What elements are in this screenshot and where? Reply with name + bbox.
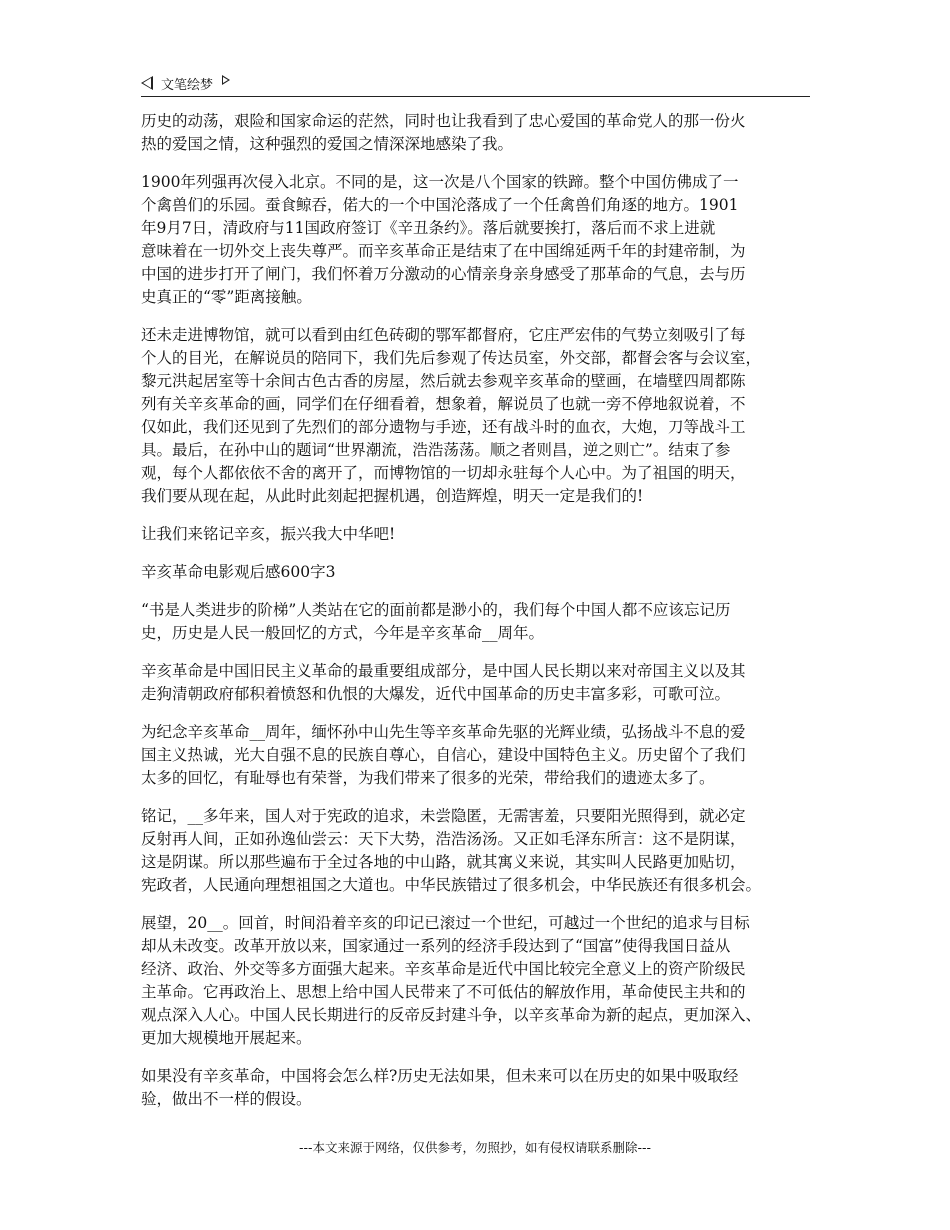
triangle-left-icon <box>141 76 153 90</box>
paragraph: 让我们来铭记辛亥，振兴我大中华吧! <box>141 525 396 543</box>
footer-notice: ---本文来源于网络，仅供参考，勿照抄，如有侵权请联系删除--- <box>298 1140 652 1155</box>
page-header <box>141 70 810 97</box>
section-title: 辛亥革命电影观后感600字3 <box>141 563 336 581</box>
paragraph: 1900年列强再次侵入北京。不同的是，这一次是八个国家的铁蹄。整个中国仿佛成了一 个禽兽们的乐园。蚕食鲸吞，偌大的一个中国沦落成了一个任禽兽们角逐的地方。1901 年9月7日，清政府与11国政府签订《辛丑条约》。落后就要挨打，落后而不求上进就 意味着在一切外交上丧失尊严。而辛亥革命正是结束了在中国绵延两千年的封建帝制，为 中国的进步打开了闸门，我们怀着万分激动的心情亲身亲身感受了那革命的气息，去与历 史真正的“零”距离接触。 <box>141 173 746 306</box>
triangle-right-icon <box>222 75 230 85</box>
paragraph: 为纪念辛亥革命__周年，缅怀孙中山先生等辛亥革命先驱的光辉业绩，弘扬战斗不息的爱 国主义热诚，光大自强不息的民族自尊心，自信心，建设中国特色主义。历史留个了我们 太多的回忆，有耻辱也有荣誉，为我们带来了很多的光荣，带给我们的遗迹太多了。 <box>141 723 746 787</box>
paragraph: 如果没有辛亥革命，中国将会怎么样?历史无法如果，但未来可以在历史的如果中吸取经 验，做出不一样的假设。 <box>141 1067 739 1108</box>
paragraph: “书是人类进步的阶梯”人类站在它的面前都是渺小的，我们每个中国人都不应该忘记历 史，历史是人民一般回忆的方式，今年是辛亥革命__周年。 <box>141 601 731 642</box>
paragraph: 还未走进博物馆，就可以看到由红色砖砌的鄂军都督府，它庄严宏伟的气势立刻吸引了每 个人的目光，在解说员的陪同下，我们先后参观了传达员室，外交部，都督会客与会议室， 黎元洪起居室等十余间古色古香的房屋，然后就去参观辛亥革命的壁画，在墙壁四周都陈 列有关辛亥革命的画，同学们在仔细看着，想象着，解说员了也就一旁不停地叙说着，不 仅如此，我们还见到了先烈们的部分遗物与手迹，还有战斗时的血衣，大炮，刀等战斗工 具。最后，在孙中山的题词“世界潮流，浩浩荡荡。顺之者则昌，逆之则亡”。结束了参 观，每个人都依依不舍的离开了，而博物馆的一切却永驻每个人心中。为了祖国的明天， 我们要从现在起，从此时此刻起把握机遇，创造辉煌，明天一定是我们的! <box>141 326 762 505</box>
brand-name: 文笔绘梦 <box>161 77 214 93</box>
document-body <box>141 110 813 1126</box>
paragraph: 辛亥革命是中国旧民主义革命的最重要组成部分，是中国人民长期以来对帝国主义以及其 走狗清朝政府郁积着愤怒和仇恨的大爆发，近代中国革命的历史丰富多彩，可歌可泣。 <box>141 662 746 703</box>
paragraph: 铭记，__多年来，国人对于宪政的追求，未尝隐匿，无需害羞，只要阳光照得到，就必定 反射再人间，正如孙逸仙尝云：天下大势，浩浩汤汤。又正如毛泽东所言：这不是阴谋， 这是阴谋。所以那些遍布于全过各地的中山路，就其寓义来说，其实叫人民路更加贴切， 宪政者，人民通向理想祖国之大道也。中华民族错过了很多机会，中华民族还有很多机会。 <box>141 807 762 894</box>
paragraph: 展望，20__。回首，时间沿着辛亥的印记已滚过一个世纪，可越过一个世纪的追求与目标 却从未改变。改革开放以来，国家通过一系列的经济手段达到了“国富”使得我国日益从 经济、政治、外交等多方面强大起来。辛亥革命是近代中国比较完全意义上的资产阶级民 主革命。它再政治上、思想上给中国人民带来了不可低估的解放作用，革命使民主共和的 观点深入人心。中国人民长期进行的反帝反封建斗争，以辛亥革命为新的起点，更加深入、 更加大规模地开展起来。 <box>141 914 762 1047</box>
paragraph: 历史的动荡，艰险和国家命运的茫然，同时也让我看到了忠心爱国的革命党人的那一份火 热的爱国之情，这种强烈的爱国之情深深地感染了我。 <box>141 112 746 153</box>
